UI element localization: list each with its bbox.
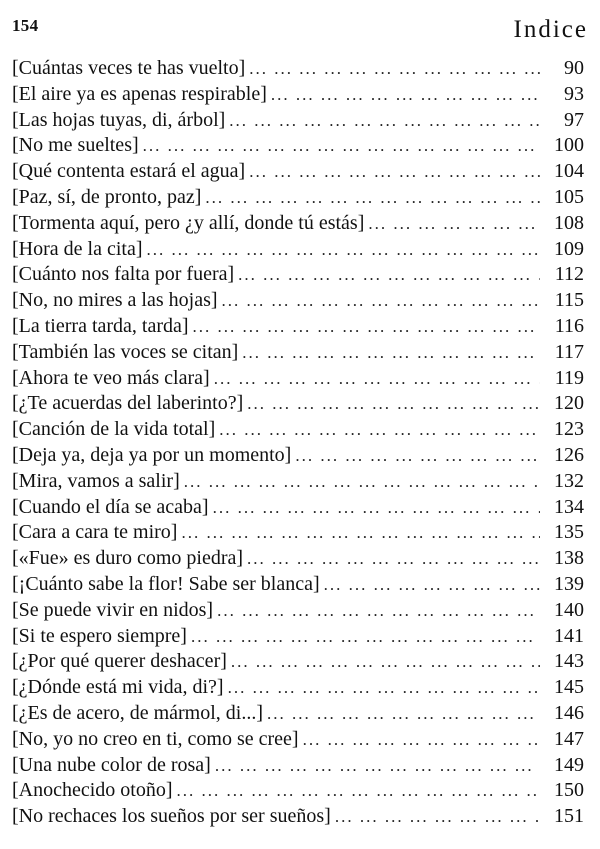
toc-entry-title: [¡Cuánto sabe la flor! Sabe ser blanca] [12,572,320,595]
toc-entry-title: [Ahora te veo más clara] [12,366,210,389]
toc-entry-page: 104 [554,160,584,183]
dot-leader [368,211,540,237]
dot-leader [219,417,540,443]
toc-entry [12,572,584,598]
toc-entry-title: [¿Por qué querer deshacer] [12,650,227,673]
table-of-contents [12,56,584,830]
toc-entry-page: 151 [554,805,584,828]
toc-entry [12,804,584,830]
dot-leader [191,624,540,650]
toc-entry-title: [«Fue» es duro como piedra] [12,547,244,570]
toc-entry-title: [Las hojas tuyas, di, árbol] [12,108,226,131]
toc-entry [12,133,584,159]
toc-entry-page: 105 [554,185,584,208]
toc-entry [12,366,584,392]
dot-leader [193,314,540,340]
toc-entry-page: 132 [554,469,584,492]
toc-entry [12,495,584,521]
toc-entry-title: [Se puede vivir en nidos] [12,598,214,621]
dot-leader [205,185,540,211]
toc-entry [12,314,584,340]
toc-entry [12,546,584,572]
toc-entry [12,185,584,211]
dot-leader [184,469,540,495]
toc-entry-page: 147 [554,727,584,750]
dot-leader [247,546,540,572]
toc-entry-title: [Cara a cara te miro] [12,521,178,544]
toc-entry-page: 115 [554,289,584,312]
toc-entry [12,649,584,675]
toc-entry [12,598,584,624]
toc-entry-page: 146 [554,701,584,724]
toc-entry-title: [¿Te acuerdas del laberinto?] [12,392,244,415]
toc-entry-page: 134 [554,495,584,518]
toc-entry [12,237,584,263]
toc-entry-page: 120 [554,392,584,415]
toc-entry [12,340,584,366]
toc-entry-page: 141 [554,624,584,647]
toc-entry-page: 135 [554,521,584,544]
toc-entry-page: 145 [554,676,584,699]
dot-leader [181,520,540,546]
toc-entry [12,624,584,650]
running-head: Indice [513,16,588,43]
toc-entry-page: 117 [554,340,584,363]
dot-leader [222,288,540,314]
toc-entry-page: 150 [554,779,584,802]
dot-leader [213,495,540,521]
toc-entry-title: [Una nube color de rosa] [12,753,211,776]
toc-entry-page: 90 [564,57,584,79]
dot-leader [335,804,540,830]
toc-entry-page: 123 [554,418,584,441]
toc-entry-title: [Cuántas veces te has vuelto] [12,57,246,79]
toc-entry [12,82,584,108]
toc-entry [12,469,584,495]
toc-entry-page: 93 [564,82,584,105]
toc-entry-page: 97 [564,108,584,131]
toc-entry-page: 140 [554,598,584,621]
toc-entry [12,56,584,82]
dot-leader [238,262,540,288]
toc-entry-title: [Mira, vamos a salir] [12,469,180,492]
toc-entry-title: [Canción de la vida total] [12,418,216,441]
dot-leader [214,366,540,392]
page-number: 154 [12,16,39,35]
toc-entry-title: [Qué contenta estará el agua] [12,160,246,183]
dot-leader [231,649,540,675]
toc-entry [12,159,584,185]
toc-entry [12,288,584,314]
toc-entry-title: [También las voces se citan] [12,340,239,363]
toc-entry [12,778,584,804]
toc-entry-title: [Paz, sí, de pronto, paz] [12,185,202,208]
dot-leader [143,133,540,159]
toc-entry-page: 109 [554,237,584,260]
toc-entry [12,675,584,701]
toc-entry [12,391,584,417]
toc-entry [12,417,584,443]
toc-entry [12,108,584,134]
toc-entry-title: [No, no mires a las hojas] [12,289,218,312]
toc-entry [12,443,584,469]
toc-entry [12,520,584,546]
toc-entry-page: 100 [554,134,584,157]
toc-entry-title: [Cuánto nos falta por fuera] [12,263,235,286]
dot-leader [303,727,540,753]
dot-leader [146,237,540,263]
toc-entry-title: [Anochecido otoño] [12,779,173,802]
toc-entry-title: [Tormenta aquí, pero ¿y allí, donde tú estás] [12,211,365,234]
toc-entry-title: [No, yo no creo en ti, como se cree] [12,727,299,750]
toc-entry-title: [El aire ya es apenas respirable] [12,82,267,105]
toc-entry-page: 143 [554,650,584,673]
toc-entry-title: [No me sueltes] [12,134,139,157]
dot-leader [249,159,540,185]
dot-leader [267,701,540,727]
toc-entry [12,211,584,237]
dot-leader [215,753,540,779]
toc-entry-title: [Hora de la cita] [12,237,143,260]
dot-leader [271,82,540,108]
toc-entry [12,753,584,779]
toc-entry-page: 119 [554,366,584,389]
dot-leader [229,108,540,134]
dot-leader [242,340,540,366]
dot-leader [249,56,540,82]
dot-leader [228,675,540,701]
toc-entry-page: 116 [554,314,584,337]
toc-entry-page: 108 [554,211,584,234]
dot-leader [177,778,540,804]
toc-entry-title: [¿Dónde está mi vida, di?] [12,676,224,699]
dot-leader [295,443,540,469]
toc-entry-page: 126 [554,443,584,466]
toc-entry [12,701,584,727]
toc-entry-title: [No rechaces los sueños por ser sueños] [12,805,331,828]
toc-entry-title: [Deja ya, deja ya por un momento] [12,443,292,466]
toc-entry [12,262,584,288]
toc-entry-page: 149 [554,753,584,776]
dot-leader [324,572,540,598]
dot-leader [247,391,540,417]
dot-leader [217,598,540,624]
toc-entry-page: 112 [554,263,584,286]
toc-entry [12,727,584,753]
toc-entry-title: [¿Es de acero, de mármol, di...] [12,701,264,724]
toc-entry-title: [La tierra tarda, tarda] [12,314,189,337]
toc-entry-page: 139 [554,572,584,595]
toc-entry-title: [Si te espero siempre] [12,624,187,647]
toc-entry-page: 138 [554,547,584,570]
toc-entry-title: [Cuando el día se acaba] [12,495,209,518]
